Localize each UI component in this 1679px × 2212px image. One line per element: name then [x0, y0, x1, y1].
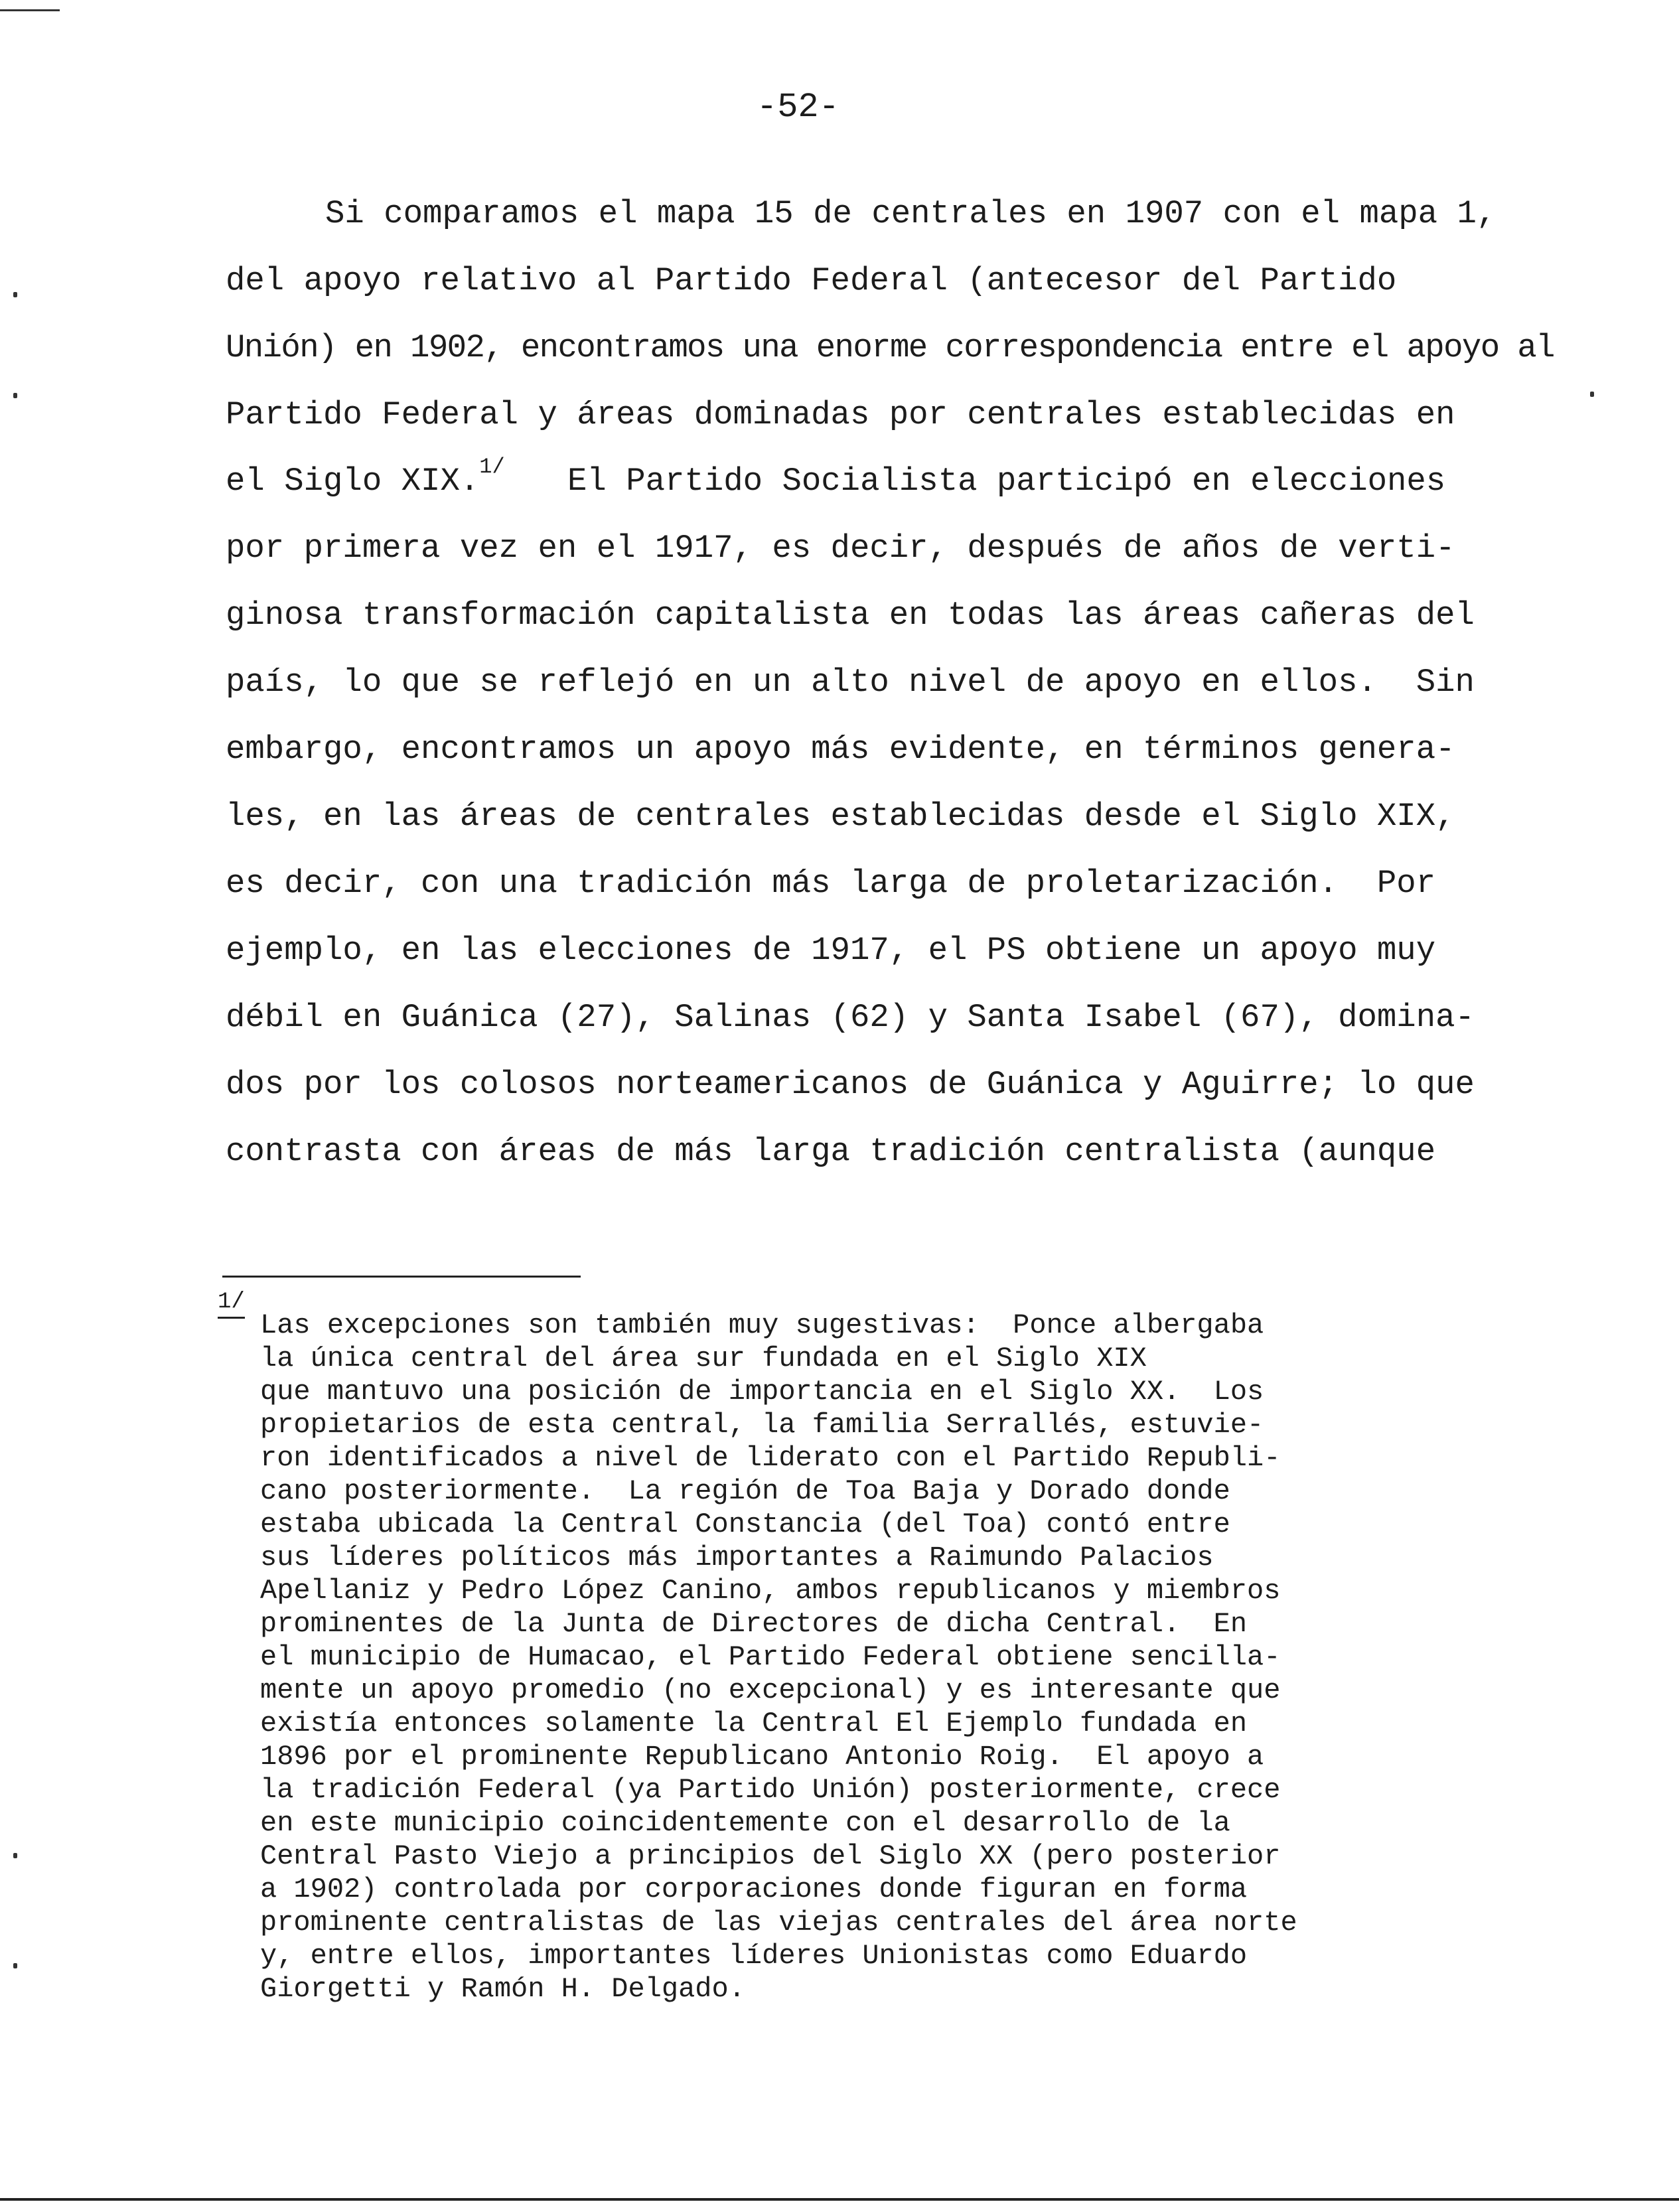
body-line: embargo, encontramos un apoyo más evidente, en términos genera- — [226, 731, 1455, 768]
scan-speck — [13, 1853, 17, 1858]
body-line: del apoyo relativo al Partido Federal (antecesor del Partido — [226, 262, 1397, 299]
body-line: contrasta con áreas de más larga tradición centralista (aunque — [226, 1133, 1436, 1170]
footnote-line: sus líderes políticos más importantes a Raimundo Palacios — [260, 1542, 1214, 1574]
footnote-line: el municipio de Humacao, el Partido Federal obtiene sencilla- — [260, 1641, 1281, 1673]
scan-speck — [1590, 392, 1594, 397]
footnote-line: prominente centralistas de las viejas centrales del área norte — [260, 1907, 1297, 1939]
footnote-line: cano posteriormente. La región de Toa Baja y Dorado donde — [260, 1475, 1230, 1507]
body-line — [226, 455, 505, 501]
footnote-line: y, entre ellos, importantes líderes Unionistas como Eduardo — [260, 1940, 1248, 1972]
footnote-line: estaba ubicada la Central Constancia (del Toa) contó entre — [260, 1509, 1230, 1540]
body-line: por primera vez en el 1917, es decir, después de años de verti- — [226, 530, 1455, 567]
footnote-line: la única central del área sur fundada en el Siglo XIX — [260, 1343, 1147, 1374]
footnote-line: a 1902) controlada por corporaciones donde figuran en forma — [260, 1874, 1248, 1905]
bottom-edge-rule — [0, 2198, 1679, 2201]
body-line: dos por los colosos norteamericanos de Guánica y Aguirre; lo que — [226, 1066, 1475, 1103]
footnote-line: que mantuvo una posición de importancia en el Siglo XX. Los — [260, 1376, 1264, 1408]
footnote-line: propietarios de esta central, la familia Serrallés, estuvie- — [260, 1409, 1264, 1441]
page-number: -52- — [757, 88, 840, 127]
scan-speck — [13, 393, 17, 398]
footnote-line: Las excepciones son también muy sugestivas: Ponce albergaba — [260, 1309, 1264, 1341]
body-line: ejemplo, en las elecciones de 1917, el PS obtiene un apoyo muy — [226, 932, 1436, 969]
footnote-line: Giorgetti y Ramón H. Delgado. — [260, 1973, 745, 2005]
body-line: débil en Guánica (27), Salinas (62) y Santa Isabel (67), domina- — [226, 999, 1475, 1036]
body-line: El Partido Socialista participó en elecciones — [567, 463, 1446, 500]
footnote-line: 1896 por el prominente Republicano Antonio Roig. El apoyo a — [260, 1741, 1264, 1773]
body-line: es decir, con una tradición más larga de proletarización. Por — [226, 865, 1436, 902]
footnote-separator — [222, 1276, 581, 1278]
body-line: ginosa transformación capitalista en todas las áreas cañeras del — [226, 597, 1475, 634]
body-line: les, en las áreas de centrales establecidas desde el Siglo XIX, — [226, 798, 1455, 835]
footnote-reference: 1/ — [479, 455, 505, 479]
scan-speck — [13, 292, 17, 297]
body-line-segment: el Siglo XIX. — [226, 463, 480, 500]
scan-speck — [13, 1963, 17, 1968]
footnote-line: la tradición Federal (ya Partido Unión) posteriormente, crece — [260, 1774, 1281, 1806]
footnote-marker: 1/ — [218, 1289, 245, 1319]
body-line: Unión) en 1902, encontramos una enorme correspondencia entre el apoyo al — [226, 329, 1554, 366]
body-line: país, lo que se reflejó en un alto nivel de apoyo en ellos. Sin — [226, 664, 1475, 701]
body-line: Partido Federal y áreas dominadas por centrales establecidas en — [226, 396, 1455, 433]
footnote-line: existía entonces solamente la Central El Ejemplo fundada en — [260, 1708, 1248, 1739]
footnote-line: Apellaniz y Pedro López Canino, ambos republicanos y miembros — [260, 1575, 1281, 1607]
footnote-line: mente un apoyo promedio (no excepcional) y es interesante que — [260, 1674, 1281, 1706]
footnote-line: ron identificados a nivel de liderato con el Partido Republi- — [260, 1442, 1281, 1474]
body-line: Si comparamos el mapa 15 de centrales en 1907 con el mapa 1, — [325, 195, 1497, 232]
footnote-line: Central Pasto Viejo a principios del Siglo XX (pero posterior — [260, 1840, 1281, 1872]
footnote-line: en este municipio coincidentemente con el desarrollo de la — [260, 1807, 1230, 1839]
top-edge-rule — [0, 9, 60, 11]
footnote-line: prominentes de la Junta de Directores de dicha Central. En — [260, 1608, 1248, 1640]
